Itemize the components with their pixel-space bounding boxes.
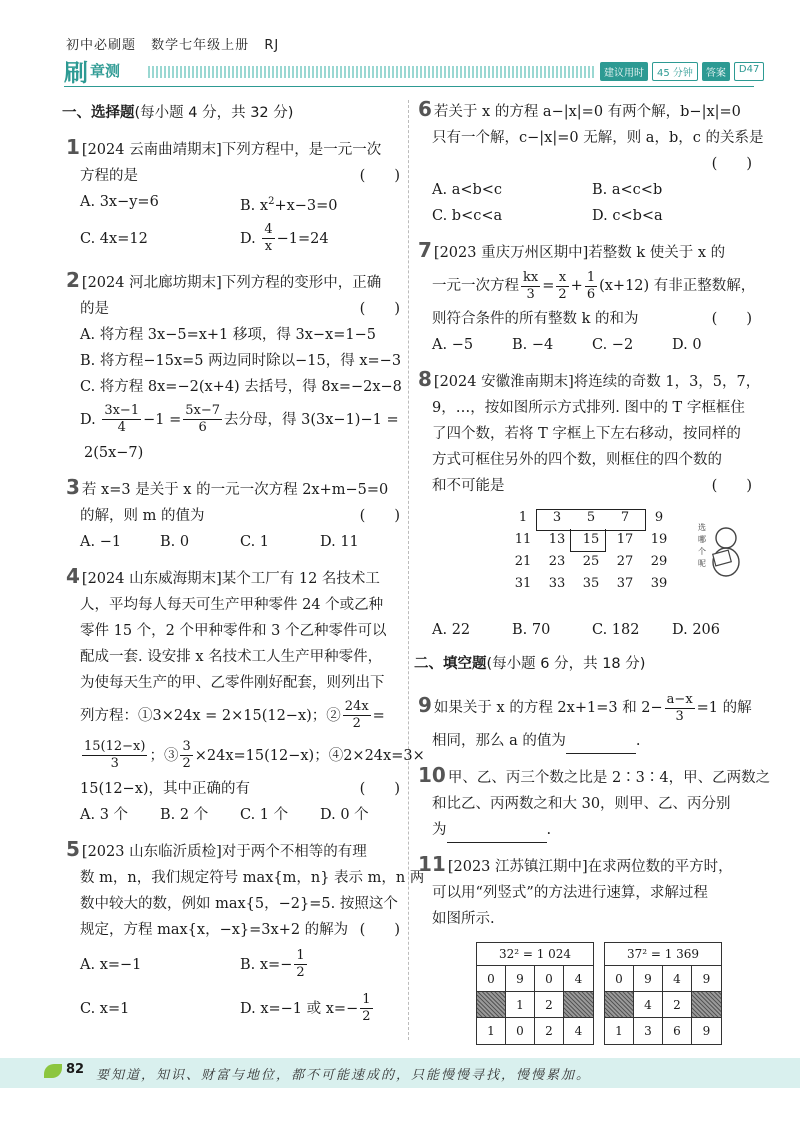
option-c: C. 将方程 8x=−2(x+4) 去括号，得 8x=−2x−8	[80, 378, 402, 395]
option-d: D. 0 个	[320, 806, 369, 823]
option-c: C. b<c<a	[432, 208, 503, 224]
grid-number: 15	[582, 532, 600, 547]
option-d: D. $\frac{4}{x}$ −1=24	[240, 222, 329, 255]
question-11: 11 [2023 江苏镇江期中]在求两位数的平方时， 可以用“列竖式”的方法进行速算，求解过程 如图所示. 32² = 1 024 0 9 0 4 1 2 1 0 2 4 37² = 1 369 0 9 4 9 4 2 1 3 6 9	[418, 851, 752, 1045]
option-d: D. $\frac{3x-1}{4}$ −1 = $\frac{5x-7}{6}$ 去分母，得 3(3x−1)−1 =	[80, 403, 399, 436]
option-d: D. 0	[672, 337, 702, 353]
time-value: 45 分钟	[652, 62, 698, 81]
option-b: B. x=− $\frac{1}{2}$	[240, 948, 305, 981]
question-stem: 下列方程中，是一元一次	[221, 142, 382, 158]
option-a: A. 将方程 3x−5=x+1 移项，得 3x−x=1−5	[80, 326, 376, 343]
odd-number-grid	[506, 507, 676, 611]
question-3: 3 若 x=3 是关于 x 的一元一次方程 2x+m−5=0 的解，则 m 的值为 ( ) A. −1 B. 0 C. 1 D. 11	[66, 474, 400, 555]
answer-paren: ( )	[359, 780, 400, 797]
series-name: 初中必刷题	[66, 38, 137, 53]
grid-number: 29	[650, 554, 668, 569]
question-source: [2023 山东临沂质检]	[81, 843, 222, 860]
question-source: [2023 江苏镇江期中]	[447, 859, 588, 875]
option-c: C. 1 个	[240, 806, 289, 823]
options	[418, 617, 752, 643]
section-title-fill: 二、填空题(每小题 6 分，共 18 分)	[414, 656, 646, 672]
section-title-choice: 一、选择题(每小题 4 分，共 32 分)	[62, 105, 294, 121]
grid-number: 19	[650, 532, 668, 547]
question-number: 8	[418, 367, 432, 391]
answer-paren: ( )	[711, 311, 752, 327]
column-divider	[408, 100, 409, 1040]
brand-mark: 刷	[64, 58, 88, 87]
question-5: 5 [2023 山东临沂质检]对于两个不相等的有理 数 m，n，我们规定符号 max{m，n} 表示 m，n 两 数中较大的数，例如 max{5，−2}=5. 按照这个 规定，方程 max{x，−x}=3x+2 的解为 ( ) A. x=−1 B. x=− $\frac{1}{2}$ C. x=1 D. x=−1 或 x=− $\frac{1}{2}$	[66, 836, 400, 1031]
option-c: C. x=1	[80, 1000, 130, 1017]
calc-box-37: 37² = 1 369 0 9 4 9 4 2 1 3 6 9	[604, 942, 722, 1045]
question-stem: 对于两个不相等的有理	[221, 843, 367, 860]
question-number: 1	[66, 135, 80, 159]
header-divider	[64, 86, 754, 87]
brand-logo	[64, 56, 121, 87]
option-a: A. 3x−y=6	[80, 194, 159, 210]
question-source: [2024 安徽淮南期末]	[433, 374, 574, 390]
option-c: C. 182	[592, 622, 640, 638]
option-a: A. x=−1	[80, 956, 142, 973]
svg-text:哪: 哪	[698, 535, 706, 544]
grid-number: 11	[514, 532, 532, 547]
option-b: B. $x^2+x-3=0$	[240, 196, 338, 214]
book-series-line	[66, 34, 289, 53]
question-source: [2024 云南曲靖期末]	[81, 142, 222, 158]
answer-page: D47	[734, 62, 764, 81]
answer-blank[interactable]	[566, 735, 636, 754]
option-a: A. −5	[432, 337, 474, 353]
left-column	[62, 96, 425, 1039]
svg-text:选: 选	[698, 523, 706, 532]
question-1: 1 [2024 云南曲靖期末]下列方程中，是一元一次 方程的是 ( ) A. 3x−y=6 B. $x^2+x-3=0$ C. 4x=12 D. $\frac{4}{x}$ −1=24	[66, 134, 400, 259]
answer-blank[interactable]	[447, 824, 547, 843]
grid-number: 31	[514, 576, 532, 591]
svg-text:呢: 呢	[698, 559, 706, 568]
question-number: 9	[418, 693, 432, 717]
options	[66, 189, 400, 259]
time-label: 建议用时	[600, 62, 648, 81]
question-source: [2023 重庆万州区期中]	[433, 245, 589, 261]
grid-number: 13	[548, 532, 566, 547]
grid-number: 1	[518, 510, 528, 525]
grid-number: 33	[548, 576, 566, 591]
option-b: B. 将方程−15x=5 两边同时除以−15，得 x=−3	[80, 352, 402, 369]
answer-paren: ( )	[711, 156, 752, 172]
edition: RJ	[264, 38, 280, 53]
grid-number: 3	[552, 510, 562, 525]
question-number: 7	[418, 238, 432, 262]
calc-box-32: 32² = 1 024 0 9 0 4 1 2 1 0 2 4	[476, 942, 594, 1045]
grid-number: 25	[582, 554, 600, 569]
question-7: 7 [2023 重庆万州区期中]若整数 k 使关于 x 的 一元一次方程 $\frac{kx}{3}$ = $\frac{x}{2}$ + $\frac{1}{6}$ (x+12) 有非正整数解， 则符合条件的所有整数 k 的和为 ( ) A. −5 B. −4 C. −2 D. 0	[418, 237, 752, 358]
header-badges	[600, 62, 764, 81]
grid-number: 35	[582, 576, 600, 591]
grid-number: 9	[654, 510, 664, 525]
question-stem: 若整数 k 使关于 x 的	[588, 245, 726, 261]
option-c: C. 1	[240, 533, 270, 550]
question-8: 8 [2024 安徽淮南期末]将连续的奇数 1，3，5，7， 9，…，按如图所示方式排列. 图中的 T 字框框住 了四个数，若将 T 字框上下左右移动，按同样的 方式可框住另外的四个数，则框住的四个数的 和不可能是 ( ) 1 3 5 7 9 11 13 15 17 19 21 23 25 27 29 31 33 35 37 39 选 哪 个 呢 A. 22 B. 70 C. 182 D. 206	[418, 366, 752, 643]
answer-paren: ( )	[711, 478, 752, 494]
question-source: [2024 河北廊坊期末]	[81, 274, 222, 291]
grid-number: 7	[620, 510, 630, 525]
grid-number: 23	[548, 554, 566, 569]
question-stem: 将连续的奇数 1，3，5，7，	[573, 374, 761, 390]
options	[66, 802, 400, 828]
answer-paren: ( )	[359, 168, 400, 184]
brand-sub: 章测	[90, 61, 121, 80]
option-c: C. −2	[592, 337, 634, 353]
question-4: 4 [2024 山东威海期末]某个工厂有 12 名技术工 人，平均每人每天可生产甲种零件 24 个或乙种 零件 15 个，2 个甲种零件和 3 个乙种零件可以 配成一套. 设安排 x 名技术工人生产甲种零件， 为使每天生产的甲、乙零件刚好配套，则列出下 列方程：①3×24x = 2×15(12−x)；② $\frac{24x}{2}$ = $\frac{15(12-x)}{3}$ ；③ $\frac{3}{2}$ ×24x=15(12−x)；④2×24x=3× 15(12−x)，其中正确的有 ( ) A. 3 个 B. 2 个 C. 1 个 D. 0 个	[66, 563, 400, 828]
question-number: 10	[418, 763, 446, 787]
answer-paren: ( )	[359, 507, 400, 524]
grid-number: 17	[616, 532, 634, 547]
question-number: 2	[66, 267, 80, 292]
options	[418, 177, 752, 229]
question-number: 3	[66, 474, 80, 499]
question-stem: 若关于 x 的方程 a−|x|=0 有两个解，b−|x|=0	[433, 104, 741, 120]
option-b: B. a<c<b	[592, 182, 663, 198]
question-6: 6 若关于 x 的方程 a−|x|=0 有两个解，b−|x|=0 只有一个解，c−|x|=0 无解，则 a，b，c 的关系是 ( ) A. a<b<c B. a<c<b C. b<c<a D. c<b<a	[418, 96, 752, 229]
grid-number: 37	[616, 576, 634, 591]
question-number: 6	[418, 97, 432, 121]
page-number: 82	[66, 1062, 85, 1077]
grid-number: 39	[650, 576, 668, 591]
grid-number: 5	[586, 510, 596, 525]
option-b: B. 70	[512, 622, 551, 638]
footer-quote: 要知道，知识、财富与地位，都不可能速成的，只能慢慢寻找，慢慢累加。	[96, 1068, 592, 1083]
svg-text:个: 个	[698, 547, 706, 556]
options	[66, 943, 400, 1031]
question-9: 9 如果关于 x 的方程 2x+1=3 和 2− $\frac{a-x}{3}$ =1 的解 相同，那么 a 的值为 .	[418, 685, 752, 754]
question-10: 10 甲、乙、丙三个数之比是 2∶3∶4，甲、乙两数之 和比乙、丙两数之和大 30，则甲、乙、丙分别 为 .	[418, 762, 752, 843]
question-2: 2 [2024 河北廊坊期末]下列方程的变形中，正确 的是 ( ) A. 将方程 3x−5=x+1 移项，得 3x−x=1−5 B. 将方程−15x=5 两边同时除以−15，得 x=−3 C. 将方程 8x=−2(x+4) 去括号，得 8x=−2x−8 D. $\frac{3x-1}{4}$ −1 = $\frac{5x-7}{6}$ 去分母，得 3(3x−1)−1 = 2(5x−7)	[66, 267, 402, 461]
option-a: A. a<b<c	[432, 182, 503, 198]
answer-paren: ( )	[359, 300, 400, 317]
option-d: D. c<b<a	[592, 208, 663, 224]
answer-paren: ( )	[359, 921, 400, 938]
question-number: 4	[66, 563, 80, 588]
grid-number: 21	[514, 554, 532, 569]
option-b: B. −4	[512, 337, 554, 353]
header-stripe	[148, 66, 594, 78]
question-number: 5	[66, 836, 80, 861]
grid-number: 27	[616, 554, 634, 569]
question-number: 11	[418, 852, 446, 876]
option-a: A. 3 个	[80, 806, 129, 823]
question-stem: 若 x=3 是关于 x 的一元一次方程 2x+m−5=0	[81, 481, 389, 498]
option-a: A. −1	[80, 533, 122, 550]
option-a: A. 22	[432, 622, 471, 638]
option-b: B. 2 个	[160, 806, 209, 823]
subject-name: 数学七年级上册	[151, 38, 250, 53]
vertical-calc-figures	[476, 942, 752, 1045]
question-stem: 下列方程的变形中，正确	[221, 274, 382, 291]
option-d: D. 206	[672, 622, 721, 638]
answer-label: 答案	[702, 62, 730, 81]
option-d: D. 11	[320, 533, 359, 550]
question-stem: 某个工厂有 12 名技术工	[221, 570, 380, 587]
options	[418, 332, 752, 358]
question-source: [2024 山东威海期末]	[81, 570, 222, 587]
option-b: B. 0	[160, 533, 190, 550]
option-d: D. x=−1 或 x=− $\frac{1}{2}$	[240, 992, 371, 1025]
option-c: C. 4x=12	[80, 230, 148, 247]
reading-character-icon	[696, 516, 746, 586]
options	[66, 529, 400, 555]
right-column	[414, 96, 771, 1053]
